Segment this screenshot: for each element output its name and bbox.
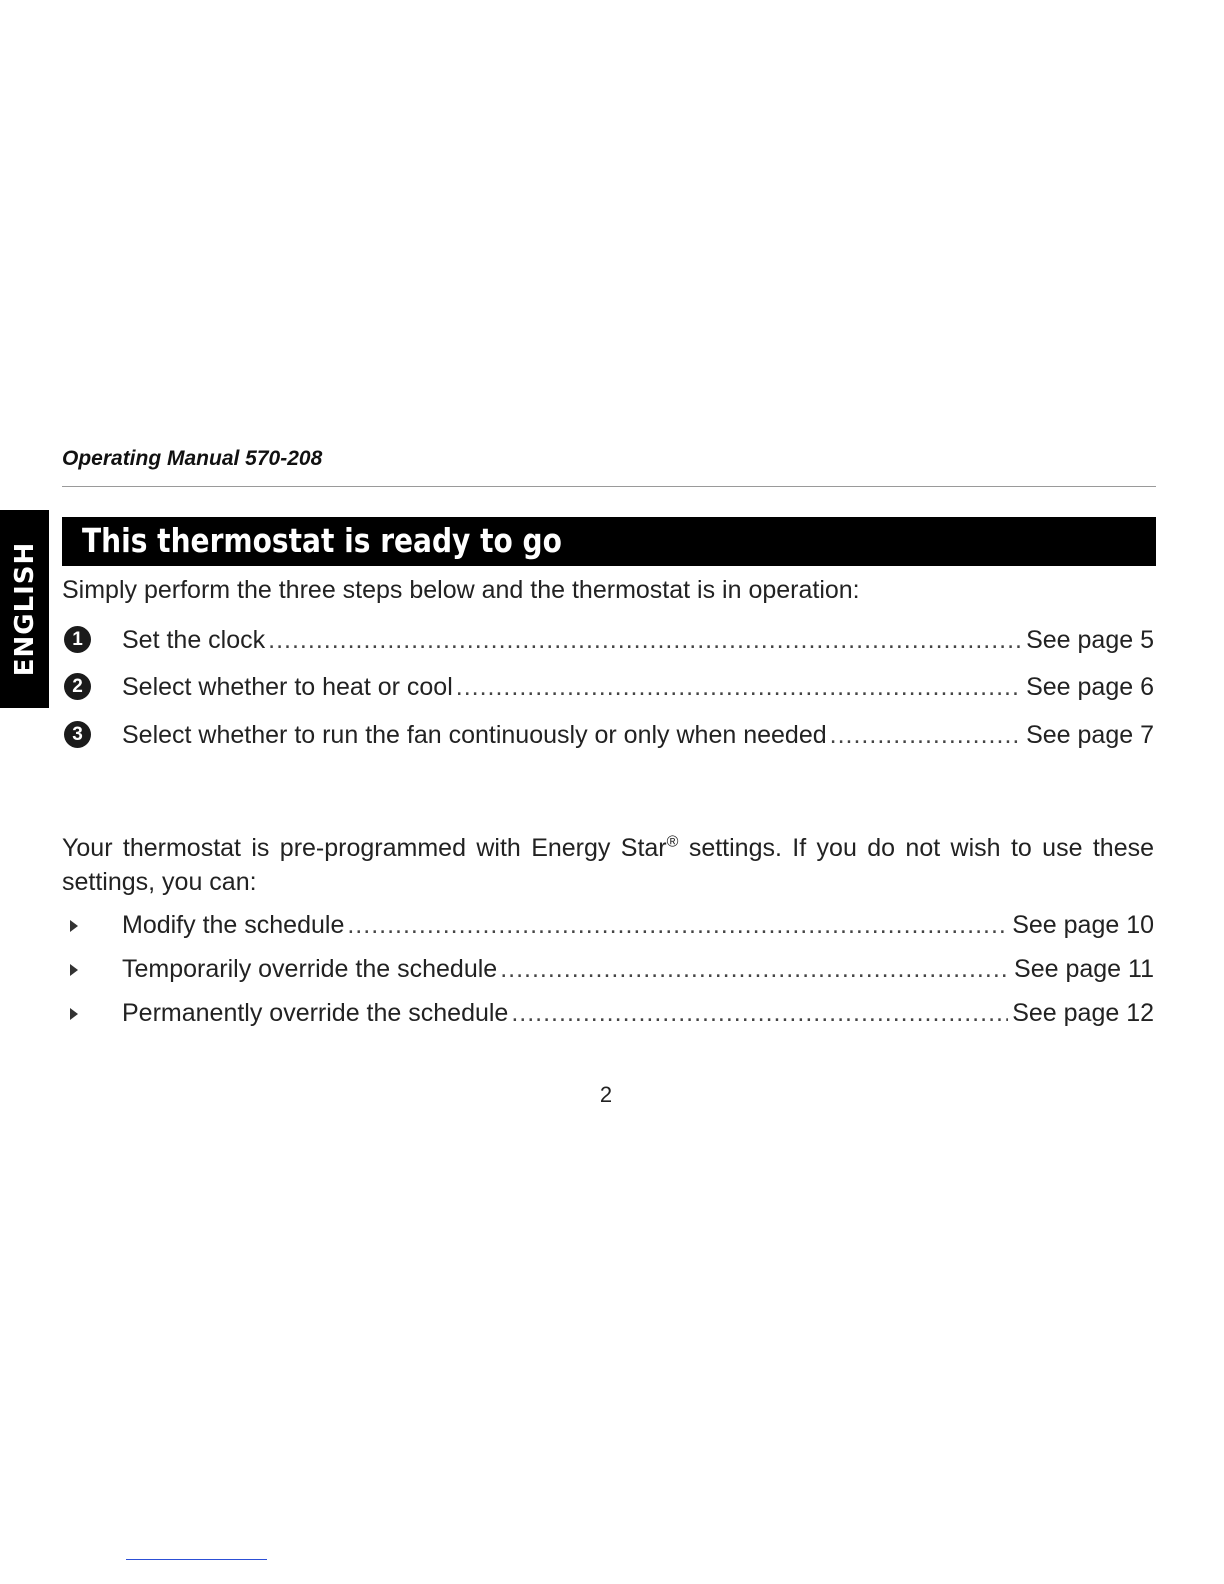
option-line-1 xyxy=(122,908,1154,942)
dot-leader xyxy=(268,623,1022,657)
arrow-bullet-icon xyxy=(70,1008,78,1020)
option-item-2 xyxy=(62,952,1154,986)
step-text: Set the clock xyxy=(122,626,266,654)
language-tab xyxy=(0,510,49,708)
page-reference: See page 12 xyxy=(1012,999,1154,1027)
page-reference: See page 6 xyxy=(1026,673,1154,701)
step-line-2 xyxy=(122,670,1154,704)
arrow-bullet-icon xyxy=(70,964,78,976)
energy-star-paragraph xyxy=(62,831,1154,899)
option-line-3 xyxy=(122,996,1154,1030)
intro-text: Simply perform the three steps below and the thermostat is in operation: xyxy=(62,576,860,604)
option-text: Permanently override the schedule xyxy=(122,999,509,1027)
step-item-2 xyxy=(62,670,1154,704)
paragraph-text-start: Your thermostat is pre-programmed with Energy Star xyxy=(62,834,667,862)
section-heading-banner xyxy=(62,517,1156,566)
step-item-3 xyxy=(62,718,1154,752)
step-number-icon-2: 2 xyxy=(62,670,102,704)
option-item-1 xyxy=(62,908,1154,942)
step-line-3 xyxy=(122,718,1154,752)
page-reference: See page 11 xyxy=(1014,955,1154,983)
manual-title: Operating Manual 570-208 xyxy=(62,447,323,470)
step-line-1 xyxy=(122,623,1154,657)
registered-symbol: ® xyxy=(666,833,679,851)
option-text: Temporarily override the schedule xyxy=(122,955,498,983)
step-number-icon-1: 1 xyxy=(62,623,102,657)
dot-leader xyxy=(511,996,1008,1030)
page-reference: See page 7 xyxy=(1026,721,1154,749)
dot-leader xyxy=(456,670,1022,704)
language-tab-label: ENGLISH xyxy=(10,541,40,677)
step-number-icon-3: 3 xyxy=(62,718,102,752)
option-line-2 xyxy=(122,952,1154,986)
footer-divider xyxy=(126,1559,267,1560)
dot-leader xyxy=(830,718,1022,752)
dot-leader xyxy=(500,952,1010,986)
paragraph-text-end: settings. If you do not wish to use these settings, you can: xyxy=(62,834,1155,896)
option-item-3 xyxy=(62,996,1154,1030)
section-heading: This thermostat is ready to go xyxy=(82,521,562,560)
page-reference: See page 5 xyxy=(1026,626,1154,654)
dot-leader xyxy=(347,908,1008,942)
option-text: Modify the schedule xyxy=(122,911,345,939)
page-reference: See page 10 xyxy=(1012,911,1154,939)
step-text: Select whether to heat or cool xyxy=(122,673,453,701)
arrow-bullet-icon xyxy=(70,920,78,932)
step-item-1 xyxy=(62,623,1154,657)
page-number: 2 xyxy=(599,1082,613,1107)
header-divider xyxy=(62,486,1156,487)
step-text: Select whether to run the fan continuously or only when needed xyxy=(122,721,827,749)
